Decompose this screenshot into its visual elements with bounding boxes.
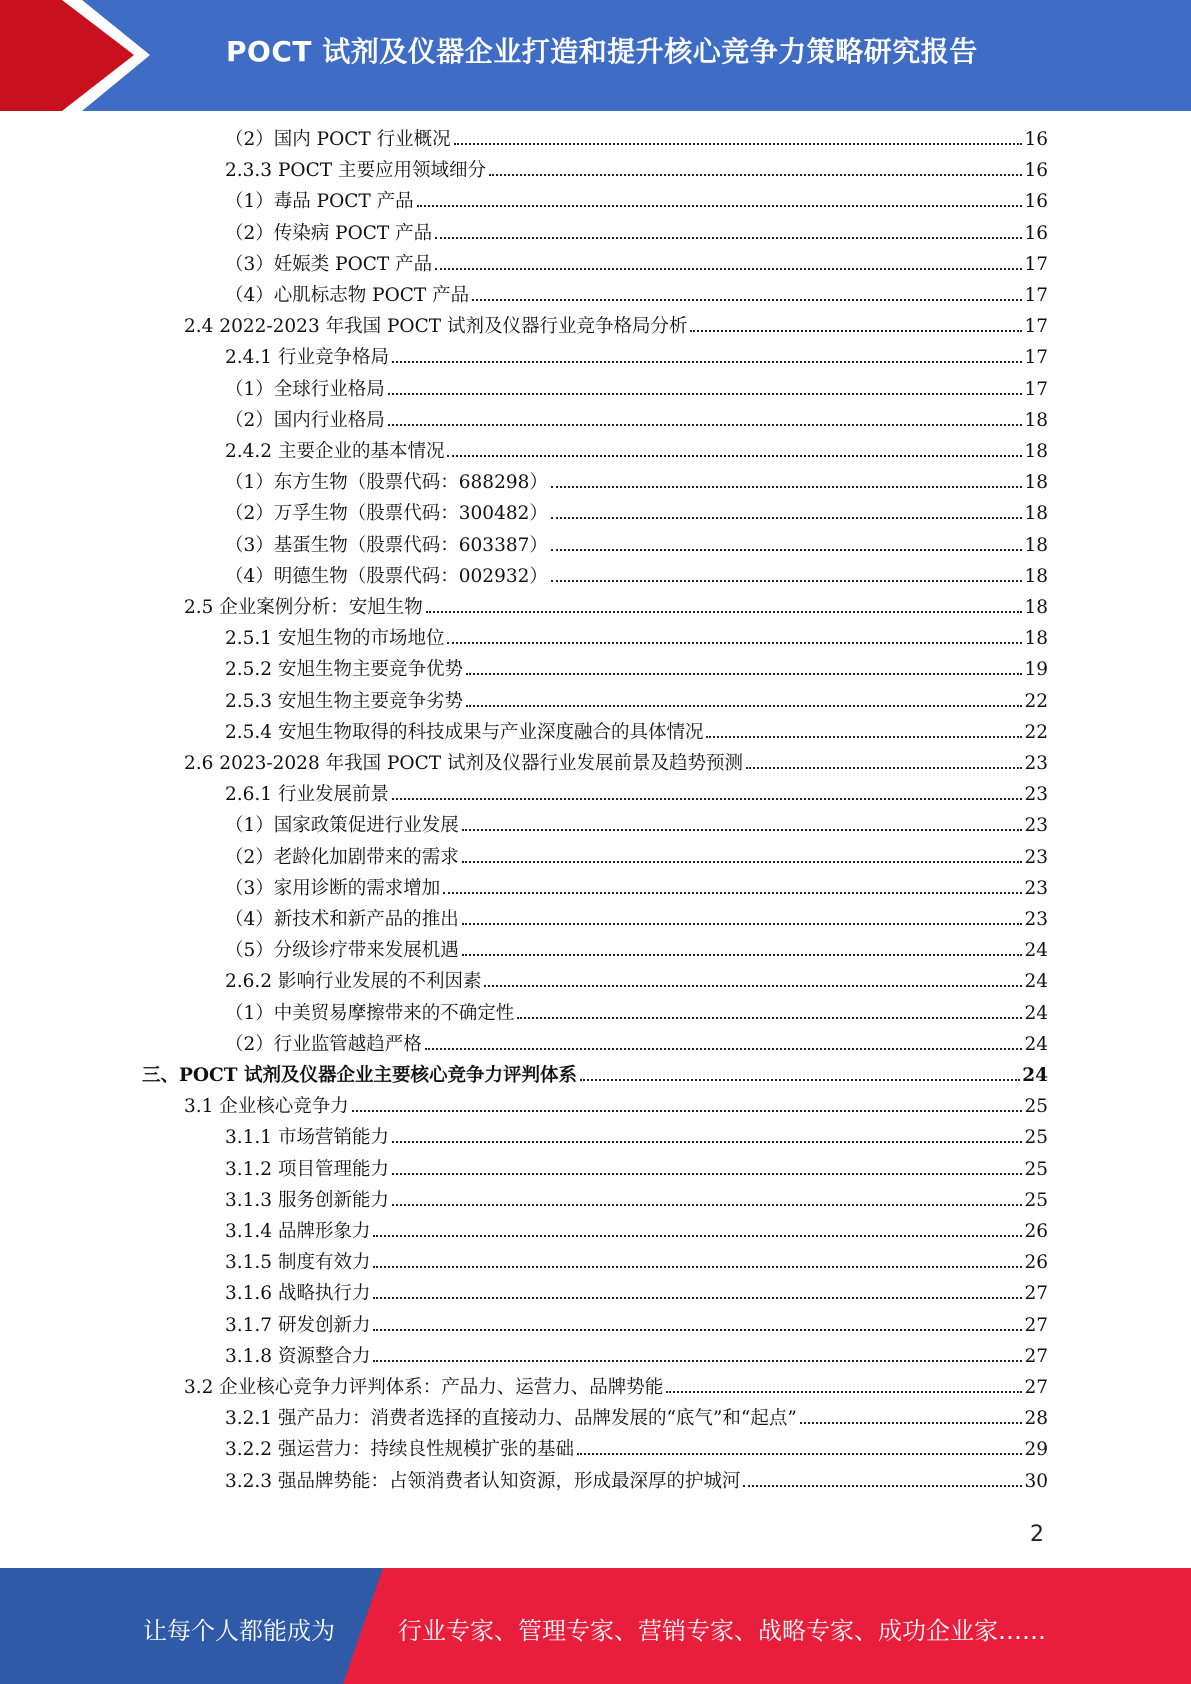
toc-entry[interactable] [225, 876, 1048, 902]
toc-dot-leader [706, 736, 1022, 738]
toc-entry-title: （1）全球行业格局 [225, 378, 385, 400]
page-footer [0, 1568, 1191, 1684]
toc-dot-leader [373, 1235, 1022, 1237]
toc-dot-leader [551, 517, 1023, 519]
toc-dot-leader [580, 1079, 1020, 1081]
toc-entry-title: （2）传染病 POCT 产品 [225, 222, 433, 244]
toc-entry[interactable] [184, 1375, 1048, 1401]
toc-entry-title: 三、POCT 试剂及仪器企业主要核心竞争力评判体系 [142, 1065, 577, 1086]
toc-entry-page: 23 [1024, 877, 1048, 899]
toc-entry-page: 24 [1022, 1065, 1048, 1086]
toc-dot-leader [443, 892, 1022, 894]
toc-entry[interactable] [225, 969, 1048, 995]
toc-entry-page: 24 [1024, 971, 1048, 993]
toc-entry[interactable] [225, 158, 1048, 184]
toc-entry[interactable] [225, 938, 1048, 964]
toc-dot-leader [466, 705, 1022, 707]
toc-dot-leader [392, 361, 1022, 363]
toc-entry[interactable] [225, 845, 1048, 871]
toc-entry-page: 22 [1024, 690, 1048, 712]
toc-dot-leader [392, 1204, 1022, 1206]
toc-entry[interactable] [184, 595, 1048, 621]
toc-dot-leader [743, 1485, 1022, 1487]
toc-entry-page: 18 [1024, 409, 1048, 431]
toc-dot-leader [577, 1453, 1022, 1455]
toc-dot-leader [472, 299, 1022, 301]
toc-entry-page: 23 [1024, 753, 1048, 774]
toc-entry-title: 3.1.2 项目管理能力 [225, 1158, 389, 1180]
toc-entry-title: （2）万孚生物（股票代码：300482） [225, 503, 548, 525]
toc-dot-leader [551, 549, 1023, 551]
toc-entry-title: 2.4 2022-2023 年我国 POCT 试剂及仪器行业竞争格局分析 [184, 316, 688, 338]
toc-entry-page: 18 [1024, 472, 1048, 494]
toc-entry-title: 3.2.3 强品牌势能：占领消费者认知资源，形成最深厚的护城河 [225, 1470, 741, 1492]
page-header [0, 0, 1191, 111]
toc-entry-page: 27 [1024, 1283, 1048, 1305]
toc-entry-title: 2.5 企业案例分析：安旭生物 [184, 597, 423, 618]
toc-entry-page: 24 [1024, 940, 1048, 962]
toc-entry[interactable] [225, 127, 1048, 153]
toc-entry-page: 18 [1024, 503, 1048, 525]
toc-entry-page: 24 [1024, 1002, 1048, 1024]
toc-entry[interactable] [225, 1001, 1048, 1027]
toc-entry-page: 23 [1024, 784, 1048, 806]
toc-entry-page: 29 [1024, 1439, 1048, 1461]
toc-entry-page: 25 [1024, 1189, 1048, 1211]
toc-entry-title: 3.1.1 市场营销能力 [225, 1127, 389, 1149]
toc-entry-page: 16 [1024, 222, 1048, 244]
toc-entry-title: （3）妊娠类 POCT 产品 [225, 253, 433, 275]
toc-entry-page: 17 [1024, 378, 1048, 400]
toc-entry[interactable] [225, 189, 1048, 215]
toc-entry-title: 3.2 企业核心竞争力评判体系：产品力、运营力、品牌势能 [184, 1377, 664, 1398]
toc-dot-leader [462, 861, 1023, 863]
toc-entry-page: 18 [1024, 597, 1048, 618]
toc-entry-title: 2.4.1 行业竞争格局 [225, 347, 389, 369]
toc-entry-title: （4）心肌标志物 POCT 产品 [225, 285, 470, 306]
toc-entry-page: 17 [1024, 253, 1048, 275]
toc-dot-leader [551, 580, 1023, 582]
toc-entry[interactable] [225, 533, 1048, 559]
toc-entry[interactable] [184, 751, 1048, 777]
toc-dot-leader [392, 798, 1022, 800]
toc-entry-title: 3.1 企业核心竞争力 [184, 1096, 349, 1118]
toc-entry-page: 30 [1024, 1470, 1048, 1492]
toc-dot-leader [425, 1048, 1023, 1050]
toc-entry-title: （2）行业监管越趋严格 [225, 1033, 422, 1055]
toc-entry[interactable] [225, 1188, 1048, 1214]
toc-entry[interactable] [225, 345, 1048, 371]
toc-dot-leader [462, 923, 1023, 925]
toc-entry-title: 3.1.3 服务创新能力 [225, 1189, 389, 1211]
report-title: POCT 试剂及仪器企业打造和提升核心竞争力策略研究报告 [226, 35, 978, 68]
toc-dot-leader [466, 673, 1022, 675]
toc-entry-title: （1）东方生物（股票代码：688298） [225, 472, 548, 494]
toc-entry[interactable] [225, 720, 1048, 746]
toc-entry[interactable] [184, 1094, 1048, 1120]
toc-entry[interactable] [225, 813, 1048, 839]
toc-entry-title: （1）国家政策促进行业发展 [225, 815, 459, 837]
toc-dot-leader [392, 1141, 1022, 1143]
toc-dot-leader [447, 642, 1022, 644]
toc-entry-page: 17 [1024, 285, 1048, 306]
toc-entry[interactable] [225, 907, 1048, 933]
toc-entry-page: 16 [1024, 129, 1048, 150]
toc-entry-title: 2.4.2 主要企业的基本情况 [225, 441, 445, 462]
toc-entry[interactable] [225, 782, 1048, 808]
toc-entry-page: 25 [1024, 1127, 1048, 1149]
toc-entry-title: 2.6 2023-2028 年我国 POCT 试剂及仪器行业发展前景及趋势预测 [184, 753, 743, 774]
toc-dot-leader [462, 954, 1023, 956]
toc-dot-leader [800, 1422, 1023, 1424]
toc-entry-page: 18 [1024, 441, 1048, 462]
toc-entry-title: （4）明德生物（股票代码：002932） [225, 565, 548, 587]
toc-entry-title: （2）老龄化加剧带来的需求 [225, 846, 459, 868]
toc-entry-page: 27 [1024, 1314, 1048, 1336]
toc-dot-leader [435, 268, 1022, 270]
toc-entry[interactable] [225, 221, 1048, 247]
toc-entry[interactable] [225, 1125, 1048, 1151]
toc-entry[interactable] [225, 1313, 1048, 1339]
toc-entry[interactable] [225, 283, 1048, 309]
toc-dot-leader [392, 1173, 1022, 1175]
toc-entry[interactable] [142, 1063, 1048, 1089]
toc-dot-leader [373, 1329, 1022, 1331]
toc-dot-leader [484, 985, 1022, 987]
toc-entry-title: 2.3.3 POCT 主要应用领域细分 [225, 160, 486, 182]
toc-entry-page: 23 [1024, 846, 1048, 868]
toc-entry-title: （5）分级诊疗带来发展机遇 [225, 940, 459, 962]
toc-entry-page: 17 [1024, 347, 1048, 369]
toc-entry-page: 23 [1024, 815, 1048, 837]
toc-entry-title: 3.1.6 战略执行力 [225, 1283, 371, 1305]
toc-dot-leader [746, 767, 1022, 769]
toc-entry-title: 3.1.4 品牌形象力 [225, 1221, 371, 1242]
footer-slogan-right: 行业专家、管理专家、营销专家、战略专家、成功企业家…… [398, 1617, 1046, 1645]
toc-entry-page: 26 [1024, 1252, 1048, 1274]
toc-entry[interactable] [184, 314, 1048, 340]
toc-entry-title: （1）毒品 POCT 产品 [225, 191, 414, 213]
toc-entry[interactable] [225, 1250, 1048, 1276]
toc-entry-title: 3.1.7 研发创新力 [225, 1314, 371, 1336]
toc-entry[interactable] [225, 626, 1048, 652]
toc-entry[interactable] [225, 1157, 1048, 1183]
toc-entry[interactable] [225, 1281, 1048, 1307]
toc-dot-leader [489, 174, 1023, 176]
toc-entry-page: 24 [1024, 1033, 1048, 1055]
toc-entry-title: 2.5.2 安旭生物主要竞争优势 [225, 659, 463, 681]
toc-entry-page: 17 [1024, 316, 1048, 338]
toc-entry[interactable] [225, 1406, 1048, 1432]
toc-entry-title: 2.6.2 影响行业发展的不利因素 [225, 971, 482, 993]
footer-slogan-left: 让每个人都能成为 [143, 1617, 335, 1645]
toc-entry-page: 18 [1024, 628, 1048, 650]
toc-entry-title: （4）新技术和新产品的推出 [225, 909, 459, 930]
toc-entry-page: 19 [1024, 659, 1048, 681]
toc-entry[interactable] [225, 501, 1048, 527]
toc-entry[interactable] [225, 408, 1048, 434]
toc-dot-leader [373, 1297, 1022, 1299]
toc-entry-title: 3.2.1 强产品力：消费者选择的直接动力、品牌发展的“底气”和“起点” [225, 1408, 797, 1430]
toc-entry[interactable] [225, 1032, 1048, 1058]
toc-dot-leader [666, 1391, 1022, 1393]
toc-dot-leader [454, 143, 1023, 145]
toc-entry[interactable] [225, 252, 1048, 278]
toc-dot-leader [435, 237, 1022, 239]
page-number: 2 [1030, 1522, 1044, 1547]
toc-dot-leader [388, 393, 1023, 395]
toc-entry-page: 28 [1024, 1408, 1048, 1430]
toc-entry-title: （1）中美贸易摩擦带来的不确定性 [225, 1002, 515, 1024]
toc-dot-leader [690, 330, 1022, 332]
toc-entry-page: 16 [1024, 160, 1048, 182]
toc-entry[interactable] [225, 689, 1048, 715]
toc-entry[interactable] [225, 439, 1048, 465]
toc-entry-title: 2.6.1 行业发展前景 [225, 784, 389, 806]
toc-dot-leader [426, 611, 1023, 613]
toc-entry-title: （2）国内行业格局 [225, 409, 385, 431]
toc-entry-page: 27 [1024, 1377, 1048, 1398]
toc-entry-page: 26 [1024, 1221, 1048, 1242]
toc-dot-leader [373, 1266, 1022, 1268]
toc-entry[interactable] [225, 1219, 1048, 1245]
toc-entry[interactable] [225, 1437, 1048, 1463]
toc-dot-leader [551, 486, 1023, 488]
toc-entry-title: （3）家用诊断的需求增加 [225, 877, 441, 899]
toc-dot-leader [388, 424, 1023, 426]
toc-entry-page: 25 [1024, 1158, 1048, 1180]
toc-entry[interactable] [225, 564, 1048, 590]
toc-entry[interactable] [225, 377, 1048, 403]
toc-entry-page: 23 [1024, 909, 1048, 930]
toc-entry-title: 3.2.2 强运营力：持续良性规模扩张的基础 [225, 1439, 574, 1461]
toc-entry[interactable] [225, 1344, 1048, 1370]
toc-entry-page: 27 [1024, 1345, 1048, 1367]
toc-entry-page: 16 [1024, 191, 1048, 213]
toc-entry-page: 25 [1024, 1096, 1048, 1118]
toc-entry-page: 18 [1024, 534, 1048, 556]
toc-dot-leader [352, 1110, 1023, 1112]
toc-entry[interactable] [225, 470, 1048, 496]
toc-dot-leader [462, 829, 1023, 831]
toc-entry-title: 2.5.4 安旭生物取得的科技成果与产业深度融合的具体情况 [225, 721, 704, 743]
toc-entry-title: 2.5.3 安旭生物主要竞争劣势 [225, 690, 463, 712]
toc-entry-title: （2）国内 POCT 行业概况 [225, 129, 451, 150]
toc-entry[interactable] [225, 1469, 1048, 1495]
toc-entry-page: 22 [1024, 721, 1048, 743]
toc-dot-leader [373, 1360, 1022, 1362]
toc-entry-title: （3）基蛋生物（股票代码：603387） [225, 534, 548, 556]
toc-dot-leader [447, 455, 1022, 457]
toc-entry-title: 2.5.1 安旭生物的市场地位 [225, 628, 445, 650]
toc-entry-title: 3.1.5 制度有效力 [225, 1252, 371, 1274]
toc-entry-title: 3.1.8 资源整合力 [225, 1345, 371, 1367]
toc-entry[interactable] [225, 657, 1048, 683]
toc-entry-page: 18 [1024, 565, 1048, 587]
toc-dot-leader [517, 1017, 1022, 1019]
toc-dot-leader [417, 205, 1023, 207]
